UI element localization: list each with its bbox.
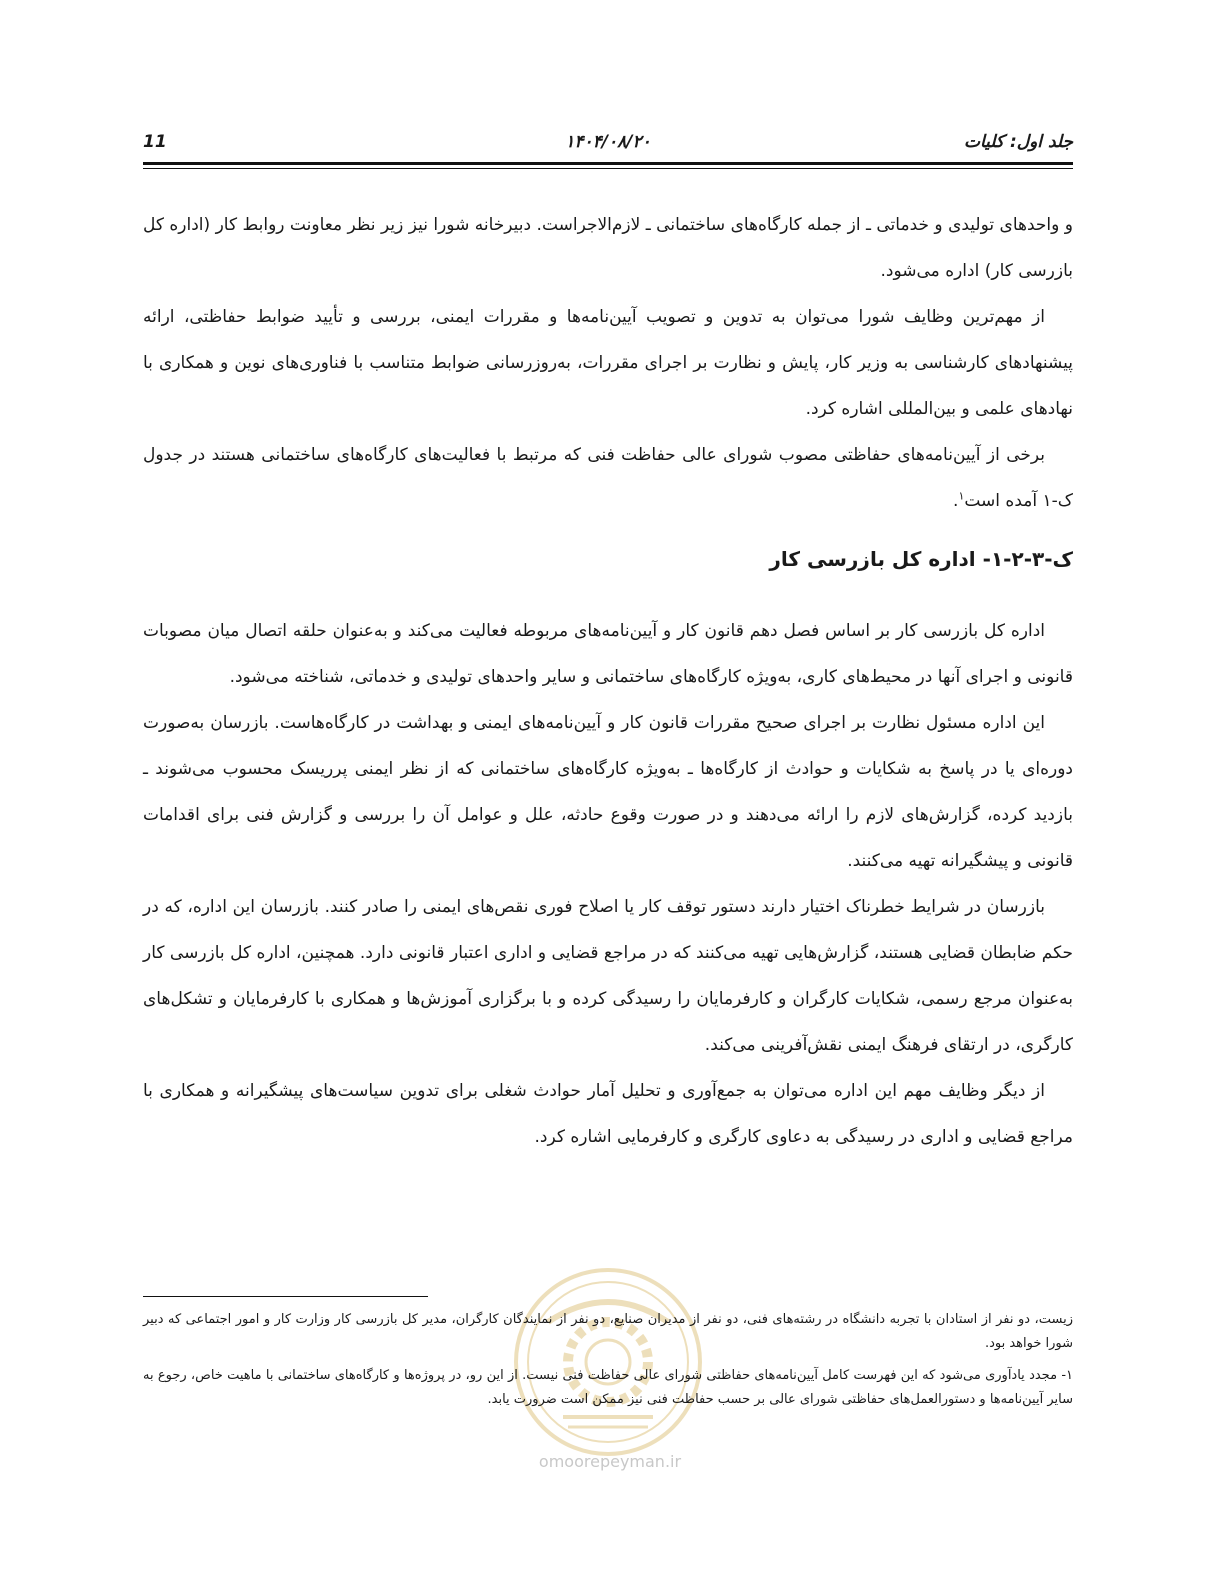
page-number: 11 [143,132,167,152]
header-date: ۱۴۰۴/۰۸/۲۰ [565,132,651,152]
section-title: جلد اول: کلیات [963,132,1073,152]
paragraph-6: بازرسان در شرایط خطرناک اختیار دارند دستور توقف کار یا اصلاح فوری نقص‌های ایمنی را صادر کنند. بازرسان این اداره، که در حکم ضابطان قضایی هستند، گزارش‌هایی تهیه می‌کنند که در مراجع قضایی و اداری اعتبار قانونی دارد. همچنین، اداره کل بازرسی کار به‌عنوان مرجع رسمی، شکایات کارگران و کارفرمایان را رسیدگی کرده و با برگزاری آموزش‌ها و همکاری با کارفرمایان و تشکل‌های کارگری، در ارتقای فرهنگ ایمنی نقش‌آفرینی می‌کند. [143,897,1073,1055]
header-rule-thick [143,162,1073,165]
footnote-1: ۱- مجدد یادآوری می‌شود که این فهرست کامل آیین‌نامه‌های حفاظتی شورای عالی حفاظت فنی نیست. از این رو، در پروژه‌ها و کارگاه‌های ساختمانی با ماهیت خاص، رجوع به سایر آیین‌نامه‌ها و دستورالعمل‌های حفاظتی شورای عالی بر حسب حفاظت فنی نیز ممکن است ضرورت یابد. [143,1368,1073,1407]
paragraph-3-end: . [953,491,959,511]
main-content [143,202,1073,1160]
header-rule-thin [143,168,1073,169]
paragraph-4: اداره کل بازرسی کار بر اساس فصل دهم قانون کار و آیین‌نامه‌های مربوطه فعالیت می‌کند و به‌عنوان حلقه اتصال میان مصوبات قانونی و اجرای آنها در محیط‌های کاری، به‌ویژه کارگاه‌های ساختمانی و سایر واحدهای تولیدی و خدماتی، شناخته می‌شود. [143,621,1073,687]
paragraph-7: از دیگر وظایف مهم این اداره می‌توان به جمع‌آوری و تحلیل آمار حوادث شغلی برای تدوین سیاست‌های پیشگیرانه و همکاری با مراجع قضایی و اداری در رسیدگی به دعاوی کارگری و کارفرمایی اشاره کرد. [143,1081,1073,1147]
page-header [143,128,1073,164]
paragraph-1: و واحدهای تولیدی و خدماتی ـ از جمله کارگاه‌های ساختمانی ـ لازم‌الاجراست. دبیرخانه شورا نیز زیر نظر معاونت روابط کار (اداره کل بازرسی کار) اداره می‌شود. [143,215,1073,281]
footnote-continued: زیست، دو نفر از استادان با تجربه دانشگاه در رشته‌های فنی، دو نفر از مدیران صنایع، دو نفر از نمایندگان کارگران، مدیر کل بازرسی کار وزارت کار و امور اجتماعی که دبیر شورا خواهد بود. [143,1312,1073,1351]
footnote-ref-1[interactable]: ۱ [958,489,965,503]
footnote-separator [143,1296,428,1297]
paragraph-3-text: برخی از آیین‌نامه‌های حفاظتی مصوب شورای عالی حفاظت فنی که مرتبط با فعالیت‌های کارگاه‌های ساختمانی هستند در جدول ک-۱ آمده است [143,445,1073,511]
paragraph-5: این اداره مسئول نظارت بر اجرای صحیح مقررات قانون کار و آیین‌نامه‌های ایمنی و بهداشت در کارگاه‌هاست. بازرسان به‌صورت دوره‌ای یا در پاسخ به شکایات و حوادث از کارگاه‌ها ـ به‌ویژه کارگاه‌های ساختمانی که از نظر ایمنی پرریسک محسوب می‌شوند ـ بازدید کرده، گزارش‌های لازم را ارائه می‌دهند و در صورت وقوع حادثه، علل و عوامل آن را بررسی و گزارش فنی برای اقدامات قانونی و پیشگیرانه تهیه می‌کنند. [143,713,1073,871]
footnotes [143,1308,1073,1420]
paragraph-3 [143,432,1073,524]
section-heading: ک-۳-۲-۱- اداره کل بازرسی کار [769,547,1073,571]
paragraph-2: از مهم‌ترین وظایف شورا می‌توان به تدوین و تصویب آیین‌نامه‌ها و مقررات ایمنی، بررسی و تأیید ضوابط حفاظتی، ارائه پیشنهادهای کارشناسی به وزیر کار، پایش و نظارت بر اجرای مقررات، به‌روزرسانی ضوابط متناسب با فناوری‌های نوین و همکاری با نهادهای علمی و بین‌المللی اشاره کرد. [143,307,1073,419]
watermark-url: omoorepeyman.ir [538,1452,682,1471]
